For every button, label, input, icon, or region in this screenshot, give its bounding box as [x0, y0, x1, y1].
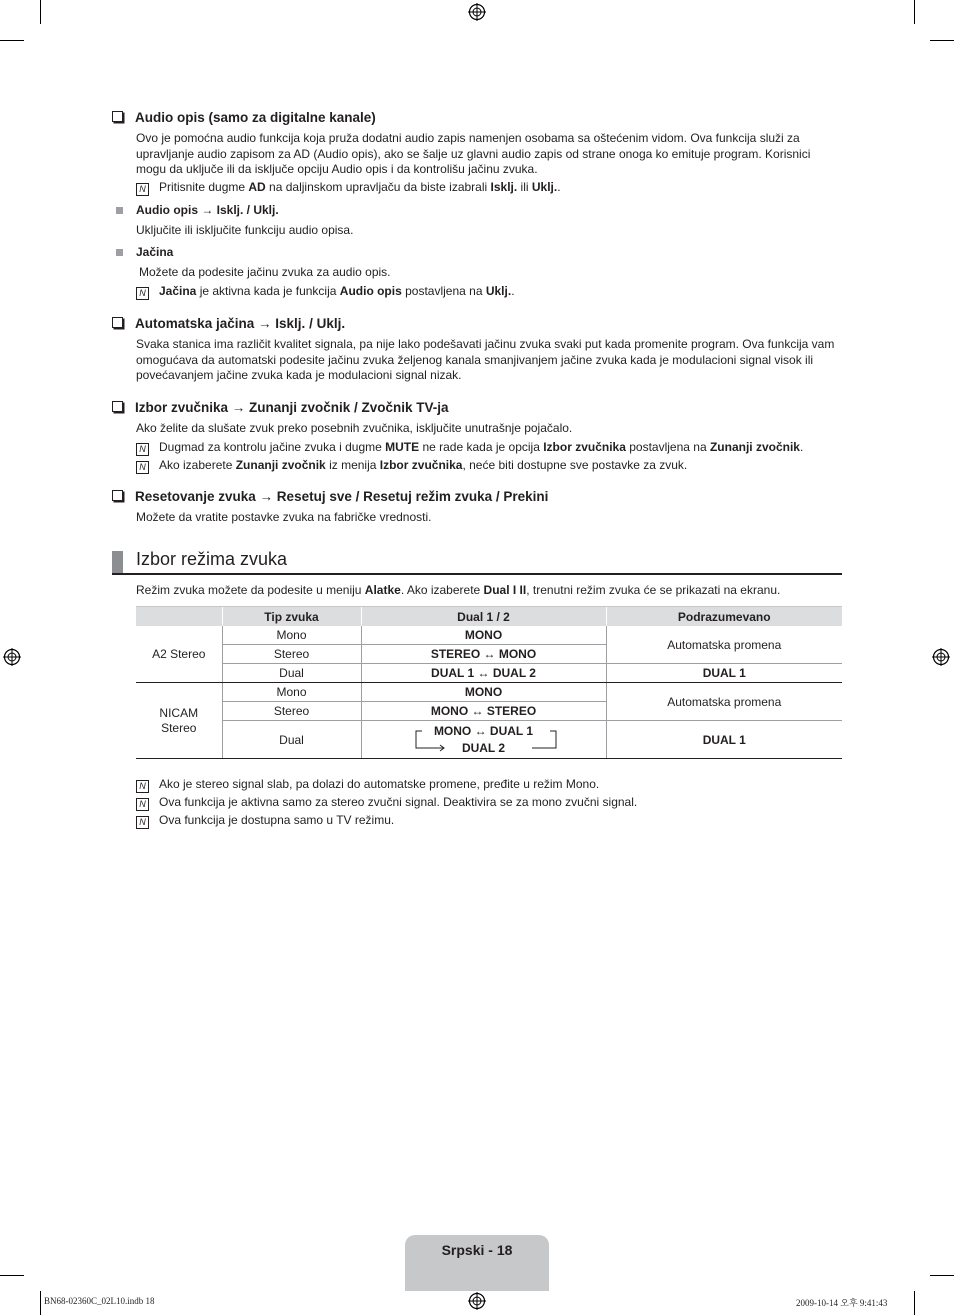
crop-mark	[0, 40, 24, 41]
table-cell: DUAL 1	[606, 721, 842, 759]
section-title-auto-volume: Automatska jačina → Isklj. / Uklj.	[112, 316, 345, 331]
crop-mark	[930, 40, 954, 41]
note-icon: N	[136, 287, 149, 300]
section-body: Svaka stanica ima različit kvalitet signala, pa nije lako podešavati jačinu zvuka svaki put kada promenite program. Ova funkcija vam omogućava da automatski podesite jačinu zvuka željenog kanala smanjivanjem jačine zvuka kada je modulacioni signal visok ili povećavanjem jačine zvuka kada je modulacioni signal nizak.	[136, 337, 835, 382]
subitem-body: Možete da podesite jačinu zvuka za audio opis.	[139, 265, 391, 279]
note-line: N Dugmad za kontrolu jačine zvuka i dugme MUTE ne rade kada je opcija Izbor zvučnika postavljena na Zunanji zvočnik.	[136, 440, 803, 456]
note-line: N Ako izaberete Zunanji zvočnik iz menija Izbor zvučnika, neće biti dostupne sve postavke za zvuk.	[136, 458, 687, 474]
table-cell: Dual	[222, 721, 361, 759]
table-cell: Automatska promena	[606, 683, 842, 721]
group-name: NICAM Stereo	[136, 683, 222, 759]
table-cell: MONO	[361, 626, 606, 645]
imprint-left: BN68-02360C_02L10.indb 18	[44, 1296, 155, 1306]
checkbox-bullet-icon	[112, 490, 123, 501]
note-line: N Pritisnite dugme AD na daljinskom upravljaču da biste izabrali Isklj. ili Uklj..	[136, 180, 561, 196]
note-line: N Ako je stereo signal slab, pa dolazi do automatske promene, pređite u režim Mono.	[136, 777, 599, 793]
table-cell-dual-cycle: MONO ↔ DUAL 1 DUAL 2	[361, 721, 606, 759]
table-cell: DUAL 1	[606, 664, 842, 683]
group-name: A2 Stereo	[136, 626, 222, 683]
note-line: N Ova funkcija je aktivna samo za stereo zvučni signal. Deaktivira se za mono zvučni signal.	[136, 795, 637, 811]
note-icon: N	[136, 183, 149, 196]
registration-target-icon	[932, 648, 950, 666]
section-body: Možete da vratite postavke zvuka na fabričke vrednosti.	[136, 510, 432, 524]
section-title-audio-description: Audio opis (samo za digitalne kanale)	[112, 110, 376, 125]
table-cell: DUAL 1 ↔ DUAL 2	[361, 664, 606, 683]
table-header	[136, 607, 222, 627]
table-cell: Stereo	[222, 645, 361, 664]
table-cell: Stereo	[222, 702, 361, 721]
table-cell: STEREO ↔ MONO	[361, 645, 606, 664]
crop-mark	[40, 0, 41, 24]
registration-target-icon	[468, 1292, 486, 1310]
square-bullet-icon	[116, 207, 123, 214]
section-body: Ovo je pomoćna audio funkcija koja pruža dodatni audio zapis namenjen osobama sa oštećenim vidom. Ova funkcija služi za upravljanje audio zapisom za AD (Audio opis), ako se šalje uz glavni audio zapis od strane onoga ko emituje program. Korisnici mogu da uključe ili da isključe opciju Audio opis i da kontrolišu jačinu zvuka.	[136, 131, 811, 176]
table-cell: Mono	[222, 683, 361, 702]
table-cell: Automatska promena	[606, 626, 842, 664]
table-cell: MONO	[361, 683, 606, 702]
subitem-body: Uključite ili isključite funkciju audio opisa.	[136, 223, 354, 237]
sound-mode-table	[136, 606, 842, 759]
note-line: N Jačina je aktivna kada je funkcija Audio opis postavljena na Uklj..	[136, 284, 515, 300]
square-bullet-icon	[116, 249, 123, 256]
table-cell: MONO ↔ STEREO	[361, 702, 606, 721]
table-cell: Dual	[222, 664, 361, 683]
crop-mark	[0, 1275, 24, 1276]
table-header: Tip zvuka	[222, 607, 361, 627]
heading-rule	[112, 573, 842, 575]
table-row	[136, 626, 842, 645]
checkbox-bullet-icon	[112, 401, 123, 412]
note-icon: N	[136, 798, 149, 811]
table-header: Dual 1 / 2	[361, 607, 606, 627]
crop-mark	[914, 0, 915, 24]
note-icon: N	[136, 461, 149, 474]
note-line: N Ova funkcija je dostupna samo u TV režimu.	[136, 813, 394, 829]
note-icon: N	[136, 780, 149, 793]
page-number: Srpski - 18	[441, 1242, 513, 1258]
crop-mark	[40, 1291, 41, 1315]
table-header: Podrazumevano	[606, 607, 842, 627]
checkbox-bullet-icon	[112, 317, 123, 328]
intro-text: Režim zvuka možete da podesite u meniju Alatke. Ako izaberete Dual I II, trenutni režim zvuka će se prikazati na ekranu.	[136, 583, 781, 597]
note-icon: N	[136, 443, 149, 456]
imprint-right: 2009-10-14 오후 9:41:43	[796, 1298, 888, 1308]
note-icon: N	[136, 816, 149, 829]
table-cell: Mono	[222, 626, 361, 645]
checkbox-bullet-icon	[112, 111, 123, 122]
registration-target-icon	[468, 3, 486, 21]
section-title-speaker-select: Izbor zvučnika → Zunanji zvočnik / Zvočnik TV-ja	[112, 400, 449, 415]
table-row	[136, 683, 842, 702]
subitem-title: Jačina	[136, 245, 174, 259]
section-title-sound-reset: Resetovanje zvuka → Resetuj sve / Resetuj režim zvuka / Prekini	[112, 489, 548, 504]
crop-mark	[930, 1275, 954, 1276]
heading-bar	[112, 551, 123, 573]
table-row	[136, 664, 842, 683]
table-row	[136, 721, 842, 759]
subitem-title: Audio opis → Isklj. / Uklj.	[136, 203, 279, 217]
registration-target-icon	[3, 648, 21, 666]
section-body: Ako želite da slušate zvuk preko posebnih zvučnika, isključite unutrašnje pojačalo.	[136, 421, 573, 435]
page-heading: Izbor režima zvuka	[136, 549, 288, 569]
table-header-row	[136, 607, 842, 627]
crop-mark	[914, 1291, 915, 1315]
